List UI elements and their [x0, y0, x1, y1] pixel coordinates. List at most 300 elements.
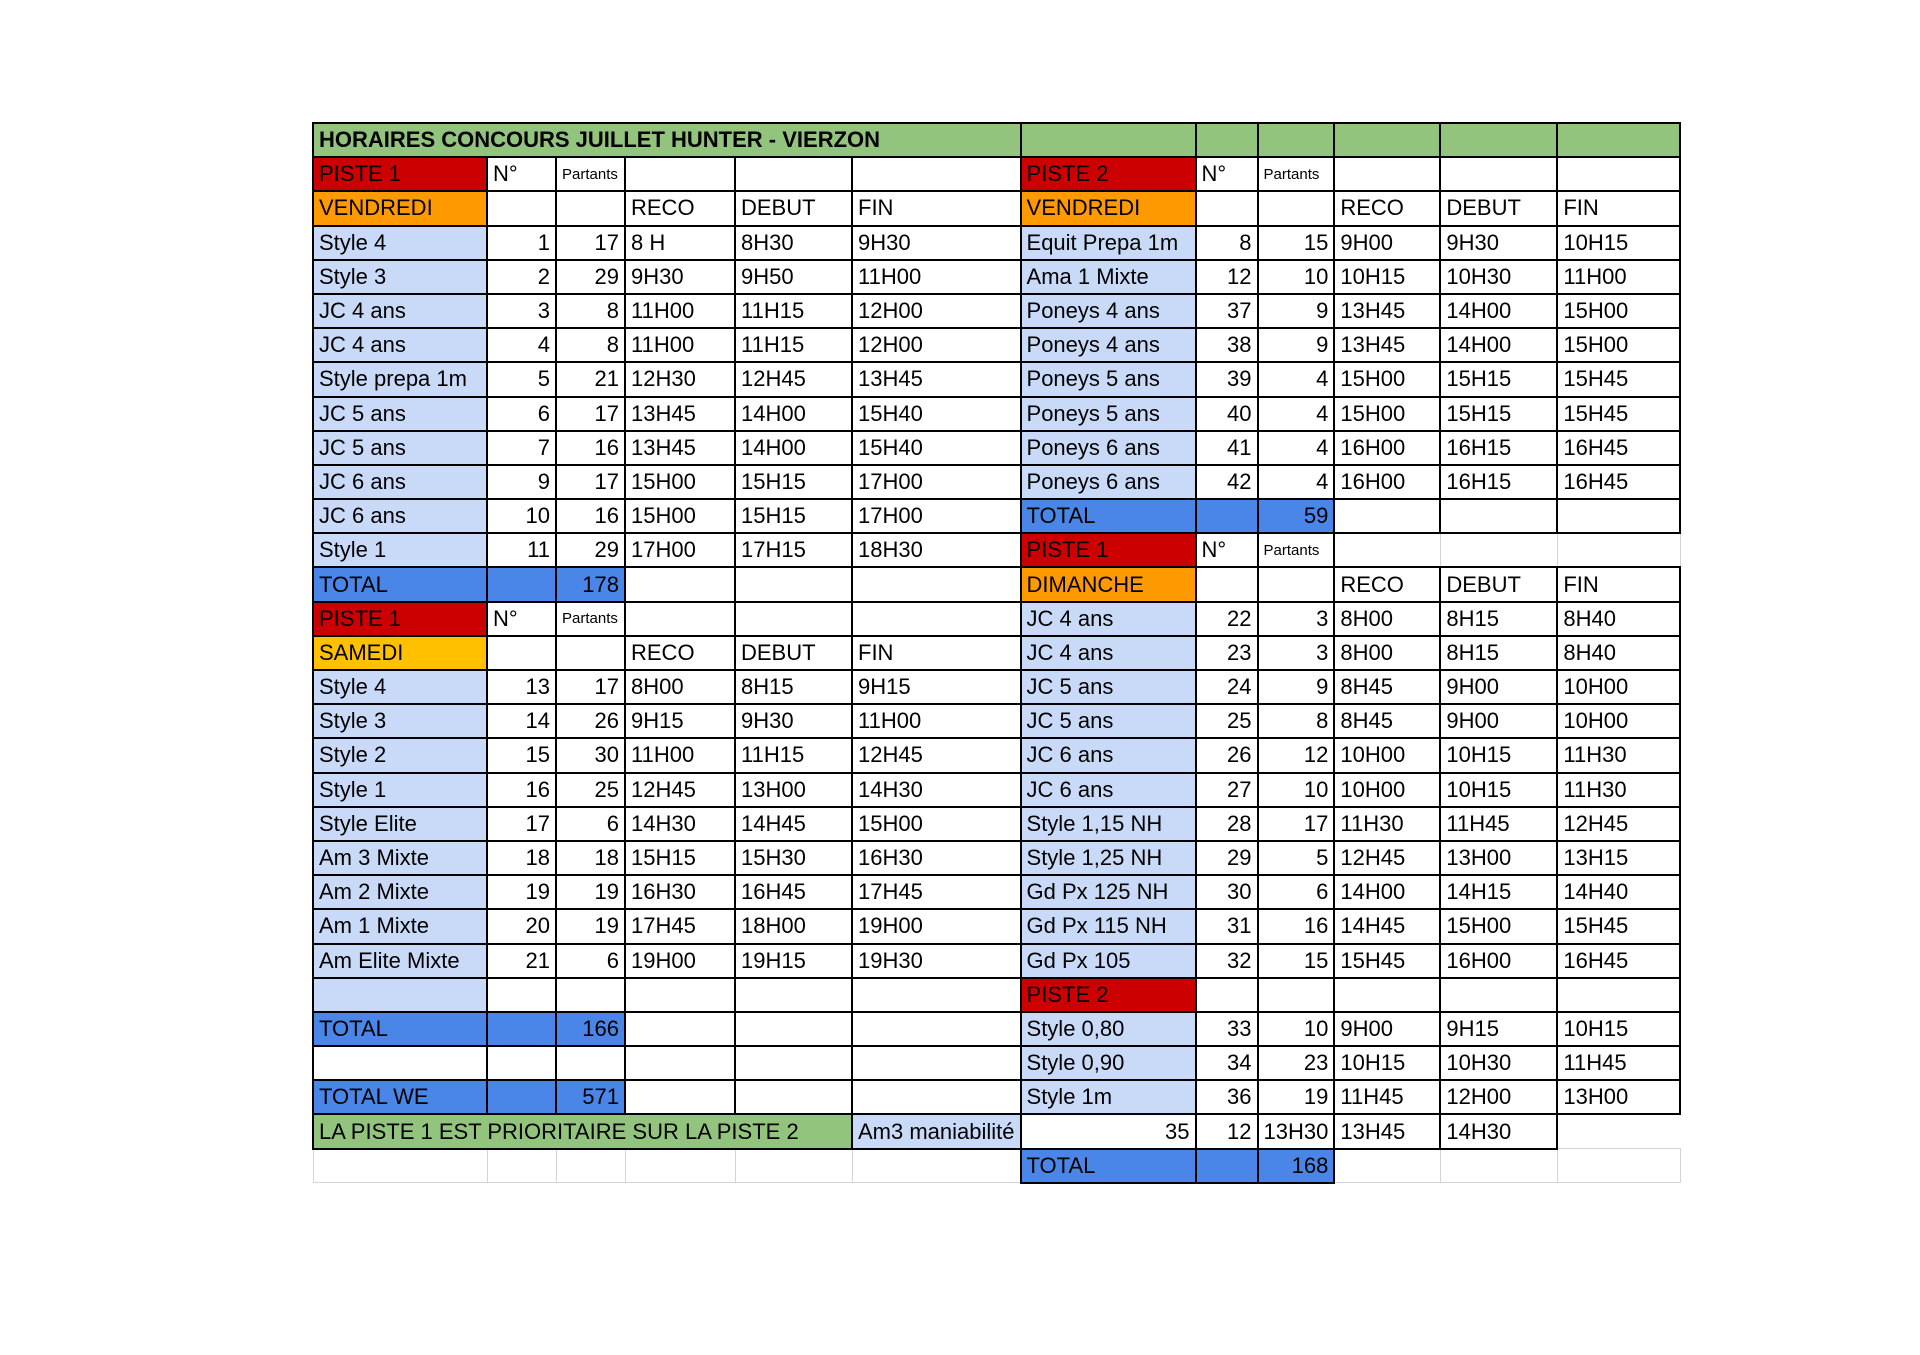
class-number: 35	[1021, 1114, 1196, 1148]
class-name: Style 0,80	[1021, 1012, 1196, 1046]
reco-time: 17H45	[625, 909, 735, 943]
table-row	[313, 909, 1680, 943]
partants-count: 4	[1258, 465, 1335, 499]
total-value: 178	[556, 567, 625, 601]
empty-cell	[487, 1012, 556, 1046]
debut-time: 14H00	[735, 431, 852, 465]
class-number: 41	[1196, 431, 1258, 465]
empty-cell	[735, 602, 852, 636]
class-number: 13	[487, 670, 556, 704]
class-number: 11	[487, 533, 556, 567]
class-name: Poneys 5 ans	[1021, 397, 1196, 431]
partants-count: 29	[556, 260, 625, 294]
class-number: 7	[487, 431, 556, 465]
empty-cell	[735, 157, 852, 191]
fin-time: 12H00	[852, 294, 1021, 328]
reco-time: 14H30	[625, 807, 735, 841]
title-fill-cell	[1557, 123, 1680, 157]
empty-cell	[1557, 499, 1680, 533]
reco-time: 12H45	[625, 773, 735, 807]
debut-time: 16H45	[735, 875, 852, 909]
reco-time: 10H00	[1334, 738, 1440, 772]
empty-cell	[487, 978, 556, 1012]
debut-header: DEBUT	[1440, 567, 1557, 601]
reco-time: 16H00	[1334, 431, 1440, 465]
empty-cell	[487, 1149, 556, 1183]
table-row	[313, 978, 1680, 1012]
reco-time: 16H00	[1334, 465, 1440, 499]
reco-time: 9H15	[625, 704, 735, 738]
class-number: 31	[1196, 909, 1258, 943]
empty-cell	[1557, 157, 1680, 191]
partants-count: 15	[1258, 226, 1335, 260]
fin-time: 15H45	[1557, 362, 1680, 396]
number-header: N°	[1196, 157, 1258, 191]
partants-count: 30	[556, 738, 625, 772]
class-name: Style 1	[313, 533, 487, 567]
debut-time: 9H00	[1440, 670, 1557, 704]
class-name: Poneys 6 ans	[1021, 431, 1196, 465]
debut-time: 15H15	[1440, 397, 1557, 431]
partants-count: 9	[1258, 670, 1335, 704]
fin-time: 10H00	[1557, 670, 1680, 704]
empty-cell	[1258, 191, 1335, 225]
reco-time: 15H00	[1334, 397, 1440, 431]
class-name: JC 4 ans	[313, 328, 487, 362]
empty-cell	[487, 636, 556, 670]
class-name: Style 3	[313, 704, 487, 738]
empty-cell	[625, 1149, 735, 1183]
class-name: JC 6 ans	[313, 465, 487, 499]
reco-time: 19H00	[625, 944, 735, 978]
title-fill-cell	[1440, 123, 1557, 157]
partants-count: 19	[556, 875, 625, 909]
class-name: Style 2	[313, 738, 487, 772]
empty-cell	[735, 1012, 852, 1046]
debut-time: 14H15	[1440, 875, 1557, 909]
partants-count: 17	[556, 670, 625, 704]
debut-time: 13H45	[1334, 1114, 1440, 1148]
piste-label: PISTE 1	[313, 602, 487, 636]
reco-time: 17H00	[625, 533, 735, 567]
class-number: 22	[1196, 602, 1258, 636]
piste-label: PISTE 2	[1021, 157, 1196, 191]
partants-count: 19	[556, 909, 625, 943]
reco-time: 14H00	[1334, 875, 1440, 909]
debut-time: 12H45	[735, 362, 852, 396]
empty-cell	[625, 978, 735, 1012]
empty-cell	[1557, 1149, 1680, 1183]
day-label: SAMEDI	[313, 636, 487, 670]
debut-time: 9H50	[735, 260, 852, 294]
class-number: 2	[487, 260, 556, 294]
piste-label: PISTE 1	[1021, 533, 1196, 567]
class-number: 18	[487, 841, 556, 875]
empty-cell	[1196, 978, 1258, 1012]
empty-cell	[852, 1012, 1021, 1046]
table-row	[313, 1012, 1680, 1046]
reco-time: 16H30	[625, 875, 735, 909]
class-number: 38	[1196, 328, 1258, 362]
fin-time: 13H45	[852, 362, 1021, 396]
partants-count: 6	[556, 807, 625, 841]
debut-time: 17H15	[735, 533, 852, 567]
class-number: 30	[1196, 875, 1258, 909]
table-row	[313, 1114, 1680, 1148]
title-row	[313, 123, 1680, 157]
fin-time: 12H45	[1557, 807, 1680, 841]
class-number: 42	[1196, 465, 1258, 499]
empty-cell	[852, 602, 1021, 636]
empty-cell	[1557, 533, 1680, 567]
total-we-value: 571	[556, 1080, 625, 1114]
table-row	[313, 670, 1680, 704]
reco-time: 11H30	[1334, 807, 1440, 841]
number-header: N°	[487, 602, 556, 636]
class-number: 21	[487, 944, 556, 978]
empty-cell	[1334, 499, 1440, 533]
partants-count: 17	[556, 397, 625, 431]
class-number: 6	[487, 397, 556, 431]
debut-time: 9H00	[1440, 704, 1557, 738]
fin-time: 11H00	[852, 704, 1021, 738]
total-label: TOTAL	[1021, 1149, 1196, 1183]
day-label: DIMANCHE	[1021, 567, 1196, 601]
empty-cell	[625, 1080, 735, 1114]
class-name: Am3 maniabilité	[852, 1114, 1021, 1148]
total-value: 59	[1258, 499, 1335, 533]
empty-cell	[1258, 978, 1335, 1012]
fin-time: 8H40	[1557, 636, 1680, 670]
fin-time: 14H30	[852, 773, 1021, 807]
class-number: 4	[487, 328, 556, 362]
reco-time: 8H45	[1334, 670, 1440, 704]
class-number: 3	[487, 294, 556, 328]
empty-cell	[487, 567, 556, 601]
fin-time: 15H00	[852, 807, 1021, 841]
debut-header: DEBUT	[735, 636, 852, 670]
debut-time: 9H30	[1440, 226, 1557, 260]
reco-time: 11H00	[625, 738, 735, 772]
table-row	[313, 602, 1680, 636]
class-name: Gd Px 125 NH	[1021, 875, 1196, 909]
debut-time: 13H00	[735, 773, 852, 807]
empty-cell	[735, 1046, 852, 1080]
table-row	[313, 773, 1680, 807]
fin-time: 12H00	[852, 328, 1021, 362]
class-name: Ama 1 Mixte	[1021, 260, 1196, 294]
table-row	[313, 1080, 1680, 1114]
reco-time: 15H45	[1334, 944, 1440, 978]
class-name: Am 3 Mixte	[313, 841, 487, 875]
class-name: Poneys 6 ans	[1021, 465, 1196, 499]
empty-cell	[625, 1046, 735, 1080]
total-value: 166	[556, 1012, 625, 1046]
class-number: 12	[1196, 260, 1258, 294]
table-row	[313, 465, 1680, 499]
reco-time: 15H15	[625, 841, 735, 875]
fin-time: 14H30	[1440, 1114, 1557, 1148]
reco-time: 11H00	[625, 328, 735, 362]
empty-cell	[735, 1149, 852, 1183]
partants-count: 6	[556, 944, 625, 978]
class-number: 34	[1196, 1046, 1258, 1080]
debut-header: DEBUT	[1440, 191, 1557, 225]
partants-count: 8	[1258, 704, 1335, 738]
partants-count: 21	[556, 362, 625, 396]
reco-time: 14H45	[1334, 909, 1440, 943]
class-name: Poneys 5 ans	[1021, 362, 1196, 396]
partants-count: 4	[1258, 431, 1335, 465]
fin-time: 15H00	[1557, 294, 1680, 328]
reco-time: 11H45	[1334, 1080, 1440, 1114]
reco-time: 10H15	[1334, 1046, 1440, 1080]
partants-count: 10	[1258, 1012, 1335, 1046]
partants-count: 4	[1258, 362, 1335, 396]
class-name: Style 1,25 NH	[1021, 841, 1196, 875]
title-fill-cell	[1334, 123, 1440, 157]
class-name: JC 4 ans	[313, 294, 487, 328]
partants-count: 10	[1258, 260, 1335, 294]
debut-time: 15H00	[1440, 909, 1557, 943]
debut-time: 15H15	[735, 465, 852, 499]
debut-time: 9H15	[1440, 1012, 1557, 1046]
debut-time: 15H30	[735, 841, 852, 875]
class-number: 36	[1196, 1080, 1258, 1114]
debut-time: 10H15	[1440, 738, 1557, 772]
reco-time: 8H45	[1334, 704, 1440, 738]
debut-time: 14H00	[735, 397, 852, 431]
fin-time: 19H00	[852, 909, 1021, 943]
reco-time: 10H00	[1334, 773, 1440, 807]
table-row	[313, 1149, 1680, 1183]
empty-cell	[556, 1149, 625, 1183]
priority-note: LA PISTE 1 EST PRIORITAIRE SUR LA PISTE 2	[313, 1114, 852, 1148]
partants-count: 5	[1258, 841, 1335, 875]
reco-header: RECO	[1334, 567, 1440, 601]
class-name: JC 5 ans	[1021, 670, 1196, 704]
total-we-label: TOTAL WE	[313, 1080, 487, 1114]
debut-time: 15H15	[735, 499, 852, 533]
table-row	[313, 944, 1680, 978]
partants-count: 10	[1258, 773, 1335, 807]
reco-time: 15H00	[625, 465, 735, 499]
empty-cell	[1196, 499, 1258, 533]
debut-header: DEBUT	[735, 191, 852, 225]
partants-count: 6	[1258, 875, 1335, 909]
class-name: Gd Px 115 NH	[1021, 909, 1196, 943]
fin-time: 13H15	[1557, 841, 1680, 875]
table-row	[313, 328, 1680, 362]
fin-time: 17H45	[852, 875, 1021, 909]
fin-header: FIN	[852, 191, 1021, 225]
reco-time: 9H00	[1334, 226, 1440, 260]
class-name: Am Elite Mixte	[313, 944, 487, 978]
debut-time: 11H15	[735, 328, 852, 362]
table-row	[313, 738, 1680, 772]
fin-time: 15H45	[1557, 397, 1680, 431]
partants-count: 17	[556, 465, 625, 499]
debut-time: 10H15	[1440, 773, 1557, 807]
empty-cell	[1334, 1149, 1440, 1183]
partants-count: 15	[1258, 944, 1335, 978]
debut-time: 14H00	[1440, 328, 1557, 362]
debut-time: 14H45	[735, 807, 852, 841]
reco-time: 10H15	[1334, 260, 1440, 294]
class-name: Style 4	[313, 226, 487, 260]
class-number: 10	[487, 499, 556, 533]
class-number: 37	[1196, 294, 1258, 328]
class-number: 28	[1196, 807, 1258, 841]
debut-time: 10H30	[1440, 260, 1557, 294]
empty-cell	[556, 978, 625, 1012]
number-header: N°	[487, 157, 556, 191]
fin-time: 15H40	[852, 397, 1021, 431]
class-number: 27	[1196, 773, 1258, 807]
partants-count: 29	[556, 533, 625, 567]
empty-cell	[625, 1012, 735, 1046]
class-name: JC 4 ans	[1021, 602, 1196, 636]
empty-cell	[852, 1080, 1021, 1114]
fin-time: 11H30	[1557, 738, 1680, 772]
partants-count: 12	[1196, 1114, 1258, 1148]
reco-time: 12H45	[1334, 841, 1440, 875]
debut-time: 18H00	[735, 909, 852, 943]
class-name: JC 6 ans	[1021, 773, 1196, 807]
empty-cell	[852, 978, 1021, 1012]
reco-time: 12H30	[625, 362, 735, 396]
empty-cell	[313, 1046, 487, 1080]
table-row	[313, 875, 1680, 909]
class-name: Am 1 Mixte	[313, 909, 487, 943]
table-row	[313, 1046, 1680, 1080]
debut-time: 9H30	[735, 704, 852, 738]
title-fill-cell	[1021, 123, 1196, 157]
class-name: Style 1m	[1021, 1080, 1196, 1114]
table-row	[313, 397, 1680, 431]
class-number: 39	[1196, 362, 1258, 396]
reco-time: 11H00	[625, 294, 735, 328]
fin-time: 16H45	[1557, 465, 1680, 499]
total-label: TOTAL	[1021, 499, 1196, 533]
fin-time: 16H45	[1557, 431, 1680, 465]
class-name: Style 1,15 NH	[1021, 807, 1196, 841]
partants-count: 23	[1258, 1046, 1335, 1080]
empty-cell	[313, 978, 487, 1012]
debut-time: 11H15	[735, 738, 852, 772]
partants-count: 12	[1258, 738, 1335, 772]
fin-time: 9H15	[852, 670, 1021, 704]
debut-time: 8H15	[1440, 636, 1557, 670]
class-name: Gd Px 105	[1021, 944, 1196, 978]
partants-header: Partants	[1258, 157, 1335, 191]
empty-cell	[852, 1149, 1021, 1183]
class-number: 23	[1196, 636, 1258, 670]
fin-time: 10H15	[1557, 226, 1680, 260]
partants-count: 4	[1258, 397, 1335, 431]
fin-time: 16H45	[1557, 944, 1680, 978]
reco-time: 9H00	[1334, 1012, 1440, 1046]
partants-count: 17	[556, 226, 625, 260]
class-name: Style 1	[313, 773, 487, 807]
empty-cell	[1334, 533, 1440, 567]
debut-time: 8H15	[735, 670, 852, 704]
reco-time: 13H45	[1334, 294, 1440, 328]
partants-count: 18	[556, 841, 625, 875]
partants-header: Partants	[556, 602, 625, 636]
class-name: JC 5 ans	[1021, 704, 1196, 738]
debut-time: 8H30	[735, 226, 852, 260]
table-row	[313, 636, 1680, 670]
reco-time: 8H00	[625, 670, 735, 704]
table-row	[313, 294, 1680, 328]
empty-cell	[556, 636, 625, 670]
fin-time: 19H30	[852, 944, 1021, 978]
debut-time: 14H00	[1440, 294, 1557, 328]
empty-cell	[852, 567, 1021, 601]
class-name: Equit Prepa 1m	[1021, 226, 1196, 260]
piste-label: PISTE 1	[313, 157, 487, 191]
empty-cell	[735, 1080, 852, 1114]
piste-label: PISTE 2	[1021, 978, 1196, 1012]
table-row	[313, 226, 1680, 260]
table-row	[313, 431, 1680, 465]
debut-time: 16H00	[1440, 944, 1557, 978]
class-number: 14	[487, 704, 556, 738]
empty-cell	[852, 157, 1021, 191]
class-name: JC 5 ans	[313, 397, 487, 431]
empty-cell	[625, 157, 735, 191]
class-name: JC 5 ans	[313, 431, 487, 465]
partants-count: 17	[1258, 807, 1335, 841]
debut-time: 16H15	[1440, 465, 1557, 499]
fin-time: 15H45	[1557, 909, 1680, 943]
fin-header: FIN	[1557, 567, 1680, 601]
partants-count: 16	[1258, 909, 1335, 943]
debut-time: 19H15	[735, 944, 852, 978]
fin-time: 18H30	[852, 533, 1021, 567]
class-name: Style prepa 1m	[313, 362, 487, 396]
class-name: Style 4	[313, 670, 487, 704]
reco-time: 8H00	[1334, 602, 1440, 636]
class-name: JC 6 ans	[1021, 738, 1196, 772]
empty-cell	[1196, 191, 1258, 225]
total-label: TOTAL	[313, 567, 487, 601]
partants-count: 9	[1258, 294, 1335, 328]
partants-header: Partants	[556, 157, 625, 191]
table-row	[313, 807, 1680, 841]
empty-cell	[1196, 567, 1258, 601]
empty-cell	[487, 1080, 556, 1114]
class-number: 8	[1196, 226, 1258, 260]
empty-cell	[1440, 533, 1557, 567]
table-row	[313, 841, 1680, 875]
fin-time: 14H40	[1557, 875, 1680, 909]
partants-count: 9	[1258, 328, 1335, 362]
class-name: Style 0,90	[1021, 1046, 1196, 1080]
reco-time: 15H00	[625, 499, 735, 533]
number-header: N°	[1196, 533, 1258, 567]
fin-time: 10H00	[1557, 704, 1680, 738]
fin-time: 12H45	[852, 738, 1021, 772]
class-number: 19	[487, 875, 556, 909]
fin-time: 8H40	[1557, 602, 1680, 636]
table-row	[313, 157, 1680, 191]
debut-time: 11H15	[735, 294, 852, 328]
debut-time: 11H45	[1440, 807, 1557, 841]
debut-time: 12H00	[1440, 1080, 1557, 1114]
reco-time: 8 H	[625, 226, 735, 260]
